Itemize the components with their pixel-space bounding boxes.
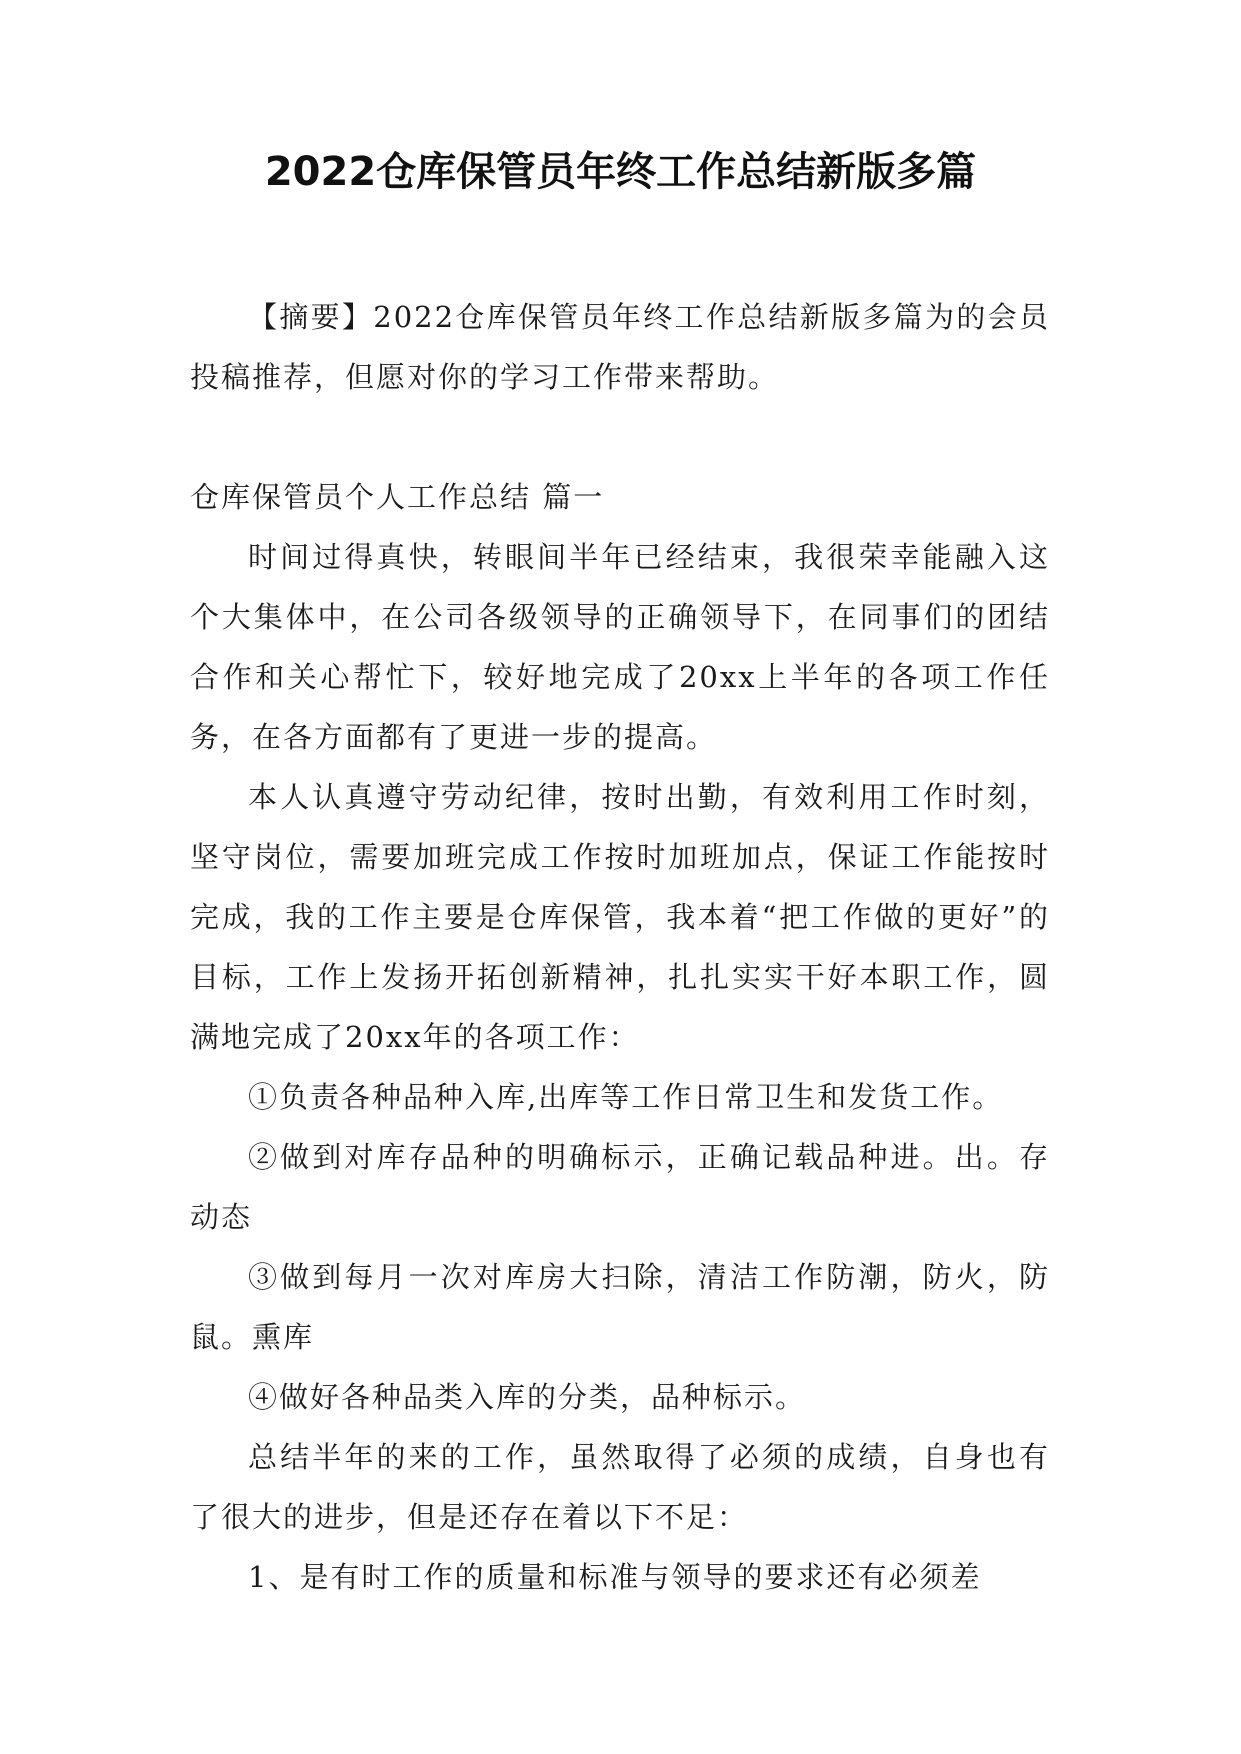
document-title: 2022仓库保管员年终工作总结新版多篇 xyxy=(264,149,977,195)
list-item: ③做到每月一次对库房大扫除，清洁工作防潮，防火，防鼠。熏库 xyxy=(190,1260,1050,1354)
list-item: ④做好各种品类入库的分类，品种标示。 xyxy=(248,1380,807,1414)
list-item: ②做到对库存品种的明确标示，正确记载品种进。出。存动态 xyxy=(190,1140,1050,1234)
abstract-paragraph: 【摘要】2022仓库保管员年终工作总结新版多篇为的会员投稿推荐，但愿对你的学习工作带来帮助。 xyxy=(190,300,1050,394)
body-paragraph: 时间过得真快，转眼间半年已经结束，我很荣幸能融入这个大集体中，在公司各级领导的正确领导下，在同事们的团结合作和关心帮忙下，较好地完成了20xx上半年的各项工作任务，在各方面都有了更进一步的提高。 xyxy=(190,540,1050,754)
section-title: 仓库保管员个人工作总结 篇一 xyxy=(190,480,605,514)
body-paragraph: 1、是有时工作的质量和标准与领导的要求还有必须差 xyxy=(248,1560,982,1594)
list-item: ①负责各种品种入库,出库等工作日常卫生和发货工作。 xyxy=(248,1080,1004,1114)
document-body xyxy=(190,287,1050,1607)
body-paragraph: 总结半年的来的工作，虽然取得了必须的成绩，自身也有了很大的进步，但是还存在着以下不足： xyxy=(190,1440,1050,1534)
body-paragraph: 本人认真遵守劳动纪律，按时出勤，有效利用工作时刻，坚守岗位，需要加班完成工作按时加班加点，保证工作能按时完成，我的工作主要是仓库保管，我本着“把工作做的更好”的目标，工作上发扬开拓创新精神，扎扎实实干好本职工作，圆满地完成了20xx年的各项工作： xyxy=(190,780,1050,1054)
